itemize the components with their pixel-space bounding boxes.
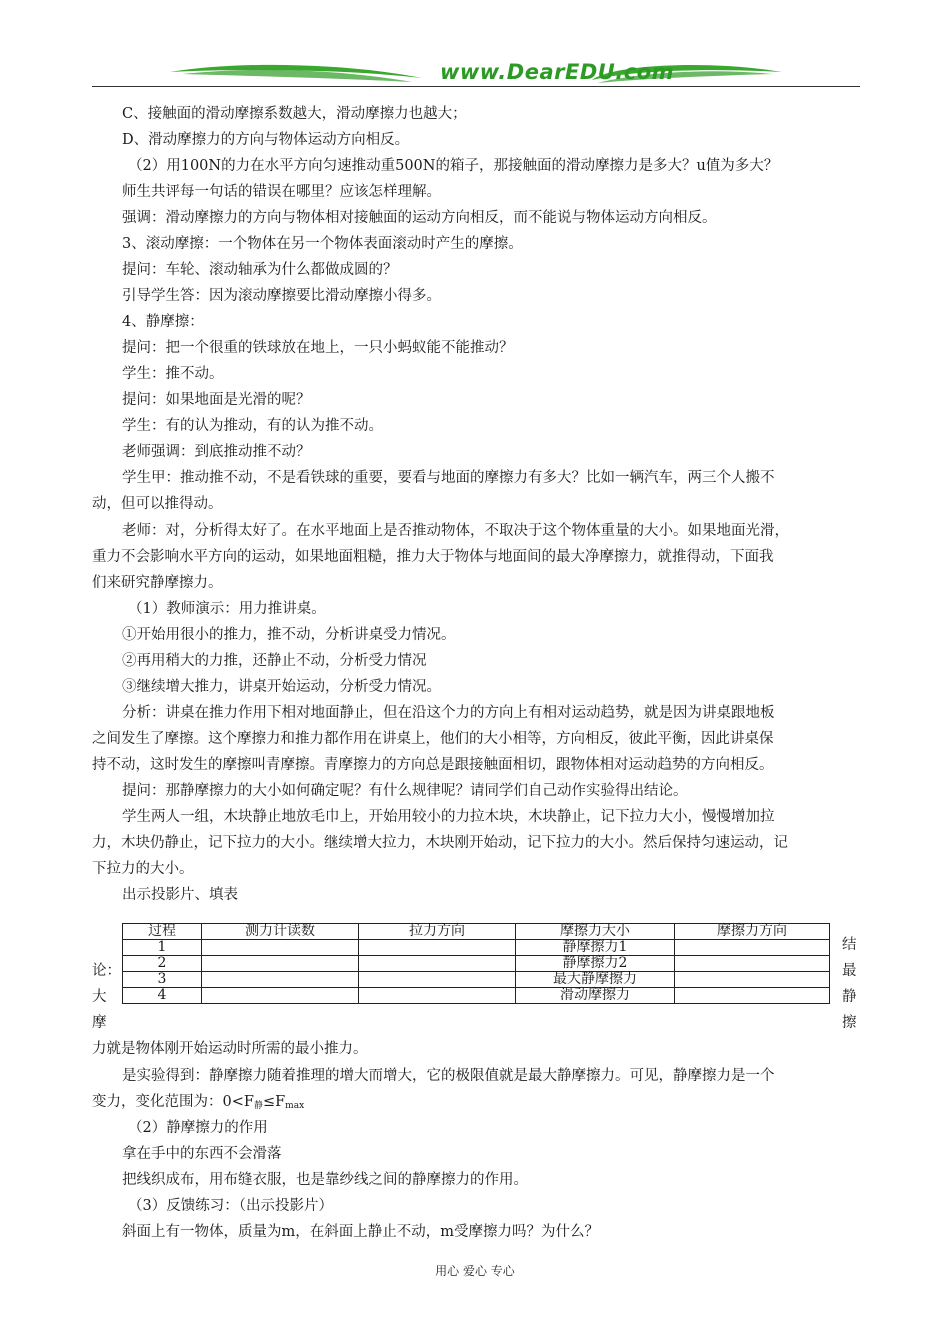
paragraph-line: 老师：对，分析得太好了。在水平地面上是否推动物体，不取决于这个物体重量的大小。如果地面光滑， <box>122 523 789 539</box>
table-cell: 1 <box>123 940 202 956</box>
table-cell <box>359 940 516 956</box>
table-cell <box>202 988 359 1004</box>
table-cell <box>675 972 830 988</box>
table-header-row <box>123 924 830 940</box>
paragraph-line: 持不动，这时发生的摩擦叫青摩擦。青摩擦力的方向总是跟接触面相切，跟物体相对运动趋势的方向相反。 <box>92 757 774 773</box>
text-line: 学生：有的认为推动，有的认为推不动。 <box>122 418 383 434</box>
table-cell: 静摩擦力1 <box>516 940 675 956</box>
table-cell: 滑动摩擦力 <box>516 988 675 1004</box>
table-cell <box>359 988 516 1004</box>
table-cell <box>202 940 359 956</box>
table-cell: 最大静摩擦力 <box>516 972 675 988</box>
paragraph-line: 重力不会影响水平方向的运动，如果地面粗糙，推力大于物体与地面间的最大净摩擦力，就推得动，下面我 <box>92 549 774 565</box>
text-line: 学生：推不动。 <box>122 366 224 382</box>
table-header-cell: 摩擦力大小 <box>516 924 675 940</box>
table-cell: 静摩擦力2 <box>516 956 675 972</box>
table-header-cell: 摩擦力方向 <box>675 924 830 940</box>
text-line: （3）反馈练习：（出示投影片） <box>128 1198 333 1214</box>
table-cell <box>202 972 359 988</box>
text-line: 提问：如果地面是光滑的呢？ <box>122 392 311 408</box>
table-cell <box>675 940 830 956</box>
table-cell <box>359 956 516 972</box>
paragraph-line: 力，木块仍静止，记下拉力的大小。继续增大拉力，木块刚开始动，记下拉力的大小。然后保持匀速运动，记 <box>92 835 788 851</box>
table-row <box>123 956 830 972</box>
paragraph-line: 学生两人一组，木块静止地放毛巾上，开始用较小的力拉木块，木块静止，记下拉力大小，慢慢增加拉 <box>122 809 775 825</box>
table-row <box>123 972 830 988</box>
table-row <box>123 988 830 1004</box>
table-cell <box>675 956 830 972</box>
table-cell: 4 <box>123 988 202 1004</box>
text-line: （2）用100N的力在水平方向匀速推动重500N的箱子，那接触面的滑动摩擦力是多大？u值为多大？ <box>128 158 779 174</box>
formula-text: ≤F <box>262 1094 286 1110</box>
text-line: 斜面上有一物体，质量为m，在斜面上静止不动，m受摩擦力吗？为什么？ <box>122 1224 599 1240</box>
text-line: 师生共评每一句话的错误在哪里？应该怎样理解。 <box>122 184 441 200</box>
paragraph-line: 动，但可以推得动。 <box>92 496 223 512</box>
formula-text: 变力，变化范围为：0<F <box>92 1094 254 1110</box>
text-line: 把线织成布，用布缝衣服，也是靠纱线之间的静摩擦力的作用。 <box>122 1172 528 1188</box>
side-char: 静 <box>842 989 857 1005</box>
text-line: 强调：滑动摩擦力的方向与物体相对接触面的运动方向相反，而不能说与物体运动方向相反。 <box>122 210 717 226</box>
text-line: 力就是物体刚开始运动时所需的最小推力。 <box>92 1041 368 1057</box>
text-line: D、滑动摩擦力的方向与物体运动方向相反。 <box>122 132 410 148</box>
table-cell: 3 <box>123 972 202 988</box>
table-cell: 2 <box>123 956 202 972</box>
text-line: 提问：把一个很重的铁球放在地上，一只小蚂蚁能不能推动？ <box>122 340 514 356</box>
paragraph-line: 之间发生了摩擦。这个摩擦力和推力都作用在讲桌上，他们的大小相等，方向相反，彼此平衡，因此讲桌保 <box>92 731 774 747</box>
paragraph-line: （1）教师演示：用力推讲桌。 <box>128 601 326 617</box>
side-char: 结 <box>842 937 857 953</box>
site-logo-text: www.DearEDU.com <box>439 60 675 84</box>
paragraph-line: 学生甲：推动推不动，不是看铁球的重要，要看与地面的摩擦力有多大？比如一辆汽车，两三个人搬不 <box>122 470 775 486</box>
text-line: 引导学生答：因为滚动摩擦要比滑动摩擦小得多。 <box>122 288 441 304</box>
side-char: 摩 <box>92 1015 107 1031</box>
text-line: 3、滚动摩擦：一个物体在另一个物体表面滚动时产生的摩擦。 <box>122 236 523 252</box>
paragraph-line: 们来研究静摩擦力。 <box>92 575 223 591</box>
paragraph-line: 提问：那静摩擦力的大小如何确定呢？有什么规律呢？请同学们自己动作实验得出结论。 <box>122 783 688 799</box>
text-line: 老师强调：到底推动推不动？ <box>122 444 311 460</box>
text-line: 是实验得到：静摩擦力随着推理的增大而增大，它的极限值就是最大静摩擦力。可见，静摩擦力是一个 <box>122 1068 775 1084</box>
table-cell <box>202 956 359 972</box>
table-cell <box>359 972 516 988</box>
text-line: 4、静摩擦： <box>122 314 204 330</box>
formula-subscript: 静 <box>253 1101 263 1111</box>
text-line: （2）静摩擦力的作用 <box>128 1120 268 1136</box>
formula-line <box>92 1092 304 1116</box>
side-char: 擦 <box>842 1015 857 1031</box>
table-header-cell: 过程 <box>123 924 202 940</box>
table-header-cell: 测力计读数 <box>202 924 359 940</box>
side-char: 大 <box>92 989 107 1005</box>
friction-table <box>122 923 830 1004</box>
text-line: 拿在手中的东西不会滑落 <box>122 1146 282 1162</box>
paragraph-line: 下拉力的大小。 <box>92 861 194 877</box>
paragraph-line: 出示投影片、填表 <box>122 887 238 903</box>
header-divider <box>92 86 860 87</box>
paragraph-line: ②再用稍大的力推，还静止不动，分析受力情况 <box>122 653 427 669</box>
paragraph-line: ①开始用很小的推力，推不动，分析讲桌受力情况。 <box>122 627 456 643</box>
table-header-cell: 拉力方向 <box>359 924 516 940</box>
side-char: 论： <box>92 963 121 979</box>
table-cell <box>675 988 830 1004</box>
text-line: C、接触面的滑动摩擦系数越大，滑动摩擦力也越大； <box>122 106 467 122</box>
page-footer: 用心 爱心 专心 <box>435 1264 515 1278</box>
paragraph-line: 分析：讲桌在推力作用下相对地面静止，但在沿这个力的方向上有相对运动趋势，就是因为讲桌跟地板 <box>122 705 775 721</box>
formula-subscript: max <box>285 1101 305 1111</box>
text-line: 提问：车轮、滚动轴承为什么都做成圆的？ <box>122 262 398 278</box>
table-row <box>123 940 830 956</box>
paragraph-line: ③继续增大推力，讲桌开始运动，分析受力情况。 <box>122 679 441 695</box>
side-char: 最 <box>842 963 857 979</box>
